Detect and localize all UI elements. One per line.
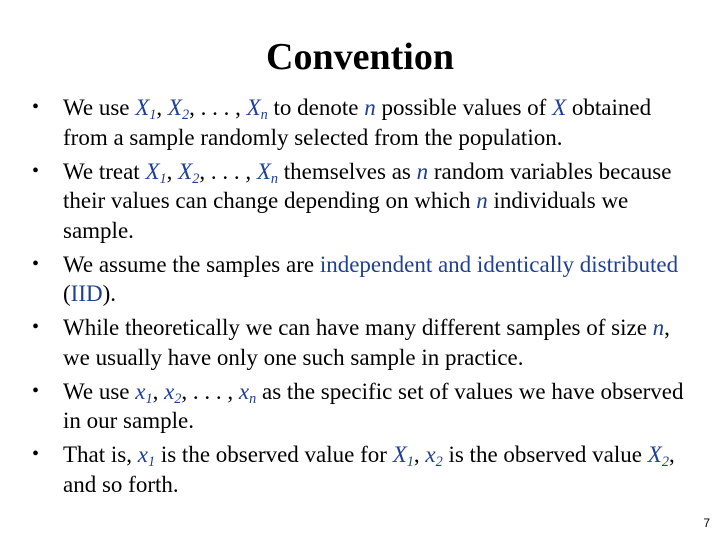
- bullet-text: , and so forth.: [63, 442, 675, 497]
- math-subscript: 2: [174, 390, 182, 407]
- bullet-text: That is,: [63, 442, 138, 467]
- math-variable: X: [145, 158, 160, 184]
- bullet-text: ,: [152, 378, 165, 404]
- highlighted-term: IID: [70, 281, 103, 306]
- bullet-item: [32, 250, 692, 309]
- bullet-text: While theoretically we can have many different samples of size: [63, 315, 653, 340]
- bullet-text: ,: [413, 442, 426, 467]
- bullet-text: as the specific set of values we have observed in our sample.: [63, 378, 684, 433]
- math-subscript: 1: [159, 170, 167, 187]
- bullet-text: themselves as: [278, 158, 417, 184]
- bullet-text: , . . . ,: [181, 378, 239, 404]
- math-variable: n: [416, 158, 429, 184]
- bullet-dot: •: [32, 96, 40, 118]
- bullet-dot: •: [32, 159, 40, 182]
- math-variable: n: [652, 315, 665, 340]
- math-subscript: 2: [661, 453, 669, 470]
- bullet-text: , . . . ,: [199, 158, 257, 184]
- bullet-text: ,: [156, 95, 168, 120]
- math-variable: X: [135, 95, 150, 120]
- math-variable: x: [238, 378, 250, 404]
- math-subscript: 1: [406, 453, 414, 470]
- bullet-text: is the observed value: [442, 442, 648, 467]
- math-subscript: 2: [435, 453, 443, 470]
- bullet-text: ).: [102, 281, 117, 306]
- bullet-dot: •: [32, 316, 40, 338]
- highlighted-term: independent and identically distributed: [319, 251, 679, 277]
- math-subscript: 1: [145, 390, 153, 407]
- bullet-dot: •: [32, 252, 40, 275]
- math-variable: x: [135, 378, 146, 404]
- bullet-text: ,: [166, 158, 179, 184]
- math-subscript: n: [260, 106, 268, 123]
- math-variable: X: [178, 158, 193, 184]
- bullet-item: [32, 157, 692, 246]
- math-variable: X: [392, 442, 407, 467]
- bullet-text: (: [63, 281, 71, 306]
- math-subscript: n: [249, 390, 257, 407]
- bullet-text: random variables because their values can change depending on which: [63, 158, 672, 213]
- math-variable: X: [167, 95, 182, 120]
- math-subscript: n: [270, 170, 278, 187]
- math-variable: X: [647, 442, 662, 467]
- slide-title: Convention: [266, 36, 454, 79]
- bullet-list: [32, 93, 692, 504]
- bullet-text: , . . . ,: [189, 95, 247, 120]
- bullet-text: We use: [63, 95, 136, 120]
- bullet-text: is the observed value for: [155, 442, 393, 467]
- bullet-text: possible values of: [375, 95, 553, 120]
- math-variable: x: [164, 378, 175, 404]
- bullet-item: [32, 313, 692, 372]
- bullet-dot: •: [32, 443, 40, 465]
- math-variable: x: [137, 442, 148, 467]
- math-subscript: 2: [181, 106, 190, 123]
- bullet-text: We assume the samples are: [63, 251, 320, 277]
- math-variable: X: [256, 158, 271, 184]
- math-variable: n: [476, 188, 488, 213]
- bullet-text: We treat: [63, 158, 146, 184]
- math-variable: x: [425, 442, 436, 467]
- math-subscript: 1: [147, 453, 156, 470]
- math-variable: X: [246, 95, 261, 120]
- bullet-text: We use: [63, 378, 136, 404]
- bullet-text: , we usually have only one such sample in practice.: [63, 315, 670, 370]
- math-variable: n: [364, 95, 376, 120]
- math-variable: X: [552, 95, 567, 120]
- bullet-item: [32, 93, 692, 152]
- bullet-item: [32, 377, 692, 436]
- bullet-item: [32, 440, 692, 499]
- bullet-text: obtained from a sample randomly selected from the population.: [63, 95, 652, 150]
- bullet-text: to denote: [267, 95, 365, 120]
- bullet-text: individuals we sample.: [63, 188, 629, 243]
- math-subscript: 1: [149, 106, 157, 123]
- math-subscript: 2: [192, 170, 200, 187]
- page-number: 7: [703, 516, 710, 530]
- bullet-dot: •: [32, 379, 40, 402]
